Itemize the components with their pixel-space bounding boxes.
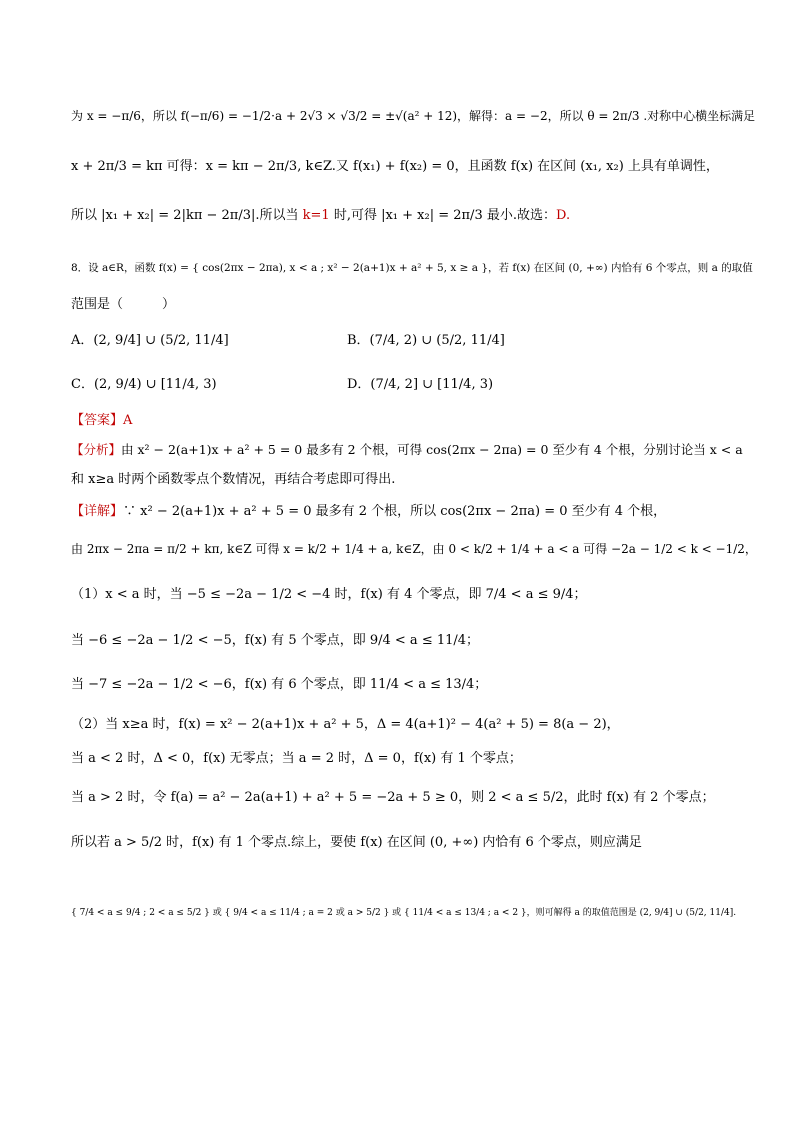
problem-stem-2: 范围是（ ） [71, 297, 176, 312]
detail-line-2: 由 2πx − 2πa = π/2 + kπ, k∈Z 可得 x = k/2 + 1/4 + a, k∈Z，由 0 < k/2 + 1/4 + a < a 可得 −2a − 1/2 < k < −1/2， [71, 542, 757, 556]
detail-line-7: 当 a < 2 时，Δ < 0，f(x) 无零点；当 a = 2 时，Δ = 0，f(x) 有 1 个零点； [71, 751, 522, 766]
choice-c: C．(2, 9/4) ∪ [11/4, 3) [71, 377, 217, 392]
detail-label: 【详解】 [71, 504, 124, 519]
detail-line-1 [71, 503, 761, 521]
line-2: x + 2π/3 = kπ 可得：x = kπ − 2π/3, k∈Z.又 f(x₁) + f(x₂) = 0，且函数 f(x) 在区间 (x₁, x₂) 上具有单调性， [71, 159, 719, 174]
choice-b: B．(7/4, 2) ∪ (5/2, 11/4] [347, 333, 505, 348]
problem-stem: 8．设 a∈R，函数 f(x) = { cos(2πx − 2πa), x < a ; x² − 2(a+1)x + a² + 5, x ≥ a }，若 f(x) 在区间 (0, +∞) 内恰有 6 个零点，则 a 的取值 [71, 262, 753, 274]
detail-line-10: { 7/4 < a ≤ 9/4 ; 2 < a ≤ 5/2 } 或 { 9/4 < a ≤ 11/4 ; a = 2 或 a > 5/2 } 或 { 11/4 < a ≤ 13/4 ; a < 2 }，则可解得 a 的取值范围是 (2, 9/4] ∪ (5/2, 11/4]. [71, 908, 737, 918]
line-3-choice: D. [555, 208, 571, 223]
detail-line-4: 当 −6 ≤ −2a − 1/2 < −5，f(x) 有 5 个零点，即 9/4 < a ≤ 11/4； [71, 633, 480, 648]
choice-a: A．(2, 9/4] ∪ (5/2, 11/4] [71, 333, 229, 348]
detail-line-3: （1）x < a 时，当 −5 ≤ −2a − 1/2 < −4 时，f(x) 有 4 个零点，即 7/4 < a ≤ 9/4； [71, 587, 587, 602]
line-3-k: k=1 [302, 208, 330, 223]
choice-d: D．(7/4, 2] ∪ [11/4, 3) [347, 377, 494, 392]
analysis-label: 【分析】 [71, 442, 122, 457]
answer-line [71, 412, 761, 430]
line-3-part-b: 时,可得 |x₁ + x₂| = 2π/3 最小.故选： [329, 208, 556, 223]
detail-line-9: 所以若 a > 5/2 时，f(x) 有 1 个零点.综上，要使 f(x) 在区间 (0, +∞) 内恰有 6 个零点，则应满足 [71, 835, 642, 850]
line-3-part-a: 所以 |x₁ + x₂| = 2|kπ − 2π/3|.所以当 [71, 208, 303, 223]
analysis-line-1 [71, 441, 761, 459]
analysis-text-1: 由 x² − 2(a+1)x + a² + 5 = 0 最多有 2 个根，可得 cos(2πx − 2πa) = 0 至少有 4 个根，分别讨论当 x < a [121, 442, 743, 457]
answer-value: A [123, 413, 133, 428]
detail-line-8: 当 a > 2 时，令 f(a) = a² − 2a(a+1) + a² + 5 = −2a + 5 ≥ 0，则 2 < a ≤ 5/2，此时 f(x) 有 2 个零点； [71, 790, 715, 805]
analysis-line-2: 和 x≥a 时两个函数零点个数情况，再结合考虑即可得出. [71, 472, 396, 487]
detail-text-1: ∵ x² − 2(a+1)x + a² + 5 = 0 最多有 2 个根，所以 cos(2πx − 2πa) = 0 至少有 4 个根， [123, 504, 667, 519]
detail-line-6: （2）当 x≥a 时，f(x) = x² − 2(a+1)x + a² + 5，Δ = 4(a+1)² − 4(a² + 5) = 8(a − 2)， [71, 717, 620, 732]
line-1: 为 x = −π/6，所以 f(−π/6) = −1/2·a + 2√3 × √3/2 = ±√(a² + 12)，解得：a = −2，所以 θ = 2π/3 .对称中心横坐标满足 [71, 109, 756, 123]
line-3 [71, 207, 761, 225]
answer-label: 【答案】 [71, 413, 124, 428]
detail-line-5: 当 −7 ≤ −2a − 1/2 < −6，f(x) 有 6 个零点，即 11/4 < a ≤ 13/4； [71, 677, 488, 692]
